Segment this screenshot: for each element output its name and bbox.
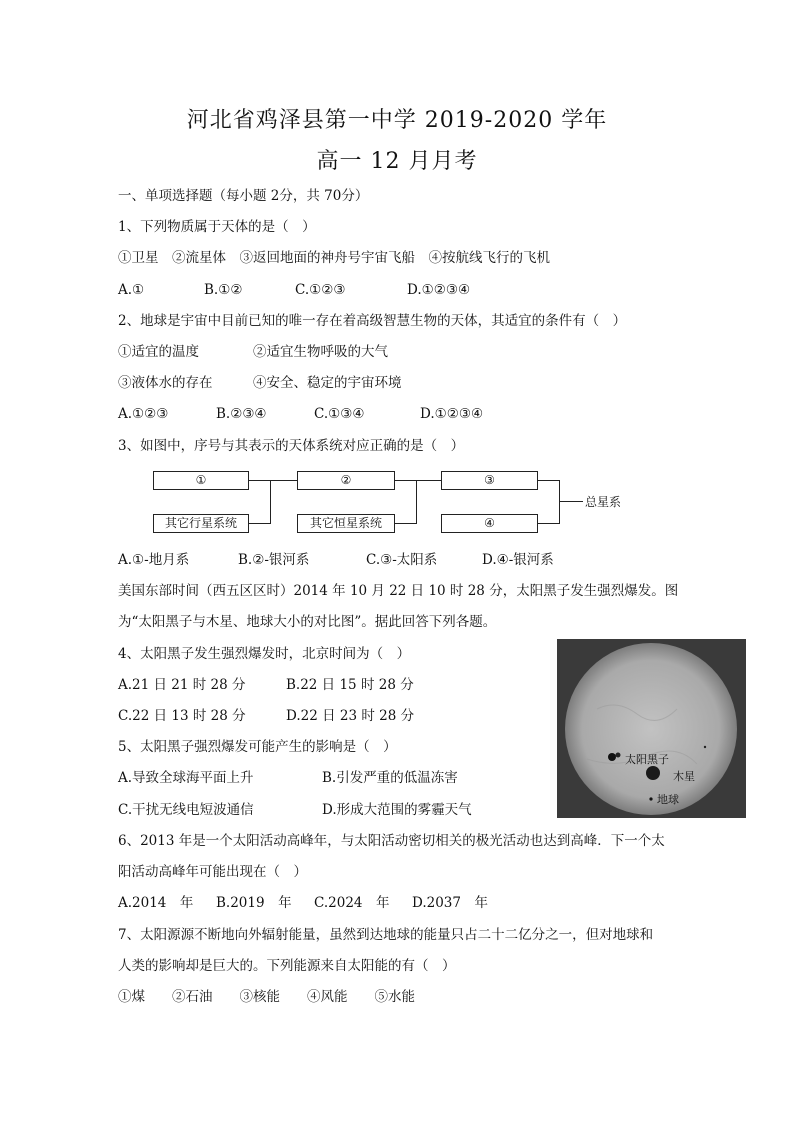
q6-option-b: B.2019 年 [216, 895, 292, 911]
page-title: 河北省鸡泽县第一中学 2019-2020 学年 [186, 108, 608, 133]
connector-line [249, 480, 271, 481]
q7-stem-line-1: 7、太阳源源不断地向外辐射能量，虽然到达地球的能量只占二十二亿分之一，但对地球和 [118, 927, 654, 943]
label-sunspot: 太阳黑子 [625, 753, 669, 766]
diagram-label-total-galaxy: 总星系 [585, 495, 622, 509]
q4-options-row1 [118, 676, 414, 694]
q5-option-c: C.干扰无线电短波通信 [118, 802, 254, 818]
connector-line [270, 480, 297, 481]
q1-option-a: A.① [118, 282, 145, 298]
q6-stem-line-2: 阳活动高峰年可能出现在（ ） [118, 864, 307, 880]
connector-line [395, 523, 417, 524]
q3-option-b: B.②-银河系 [238, 552, 310, 568]
q4-option-a: A.21 日 21 时 28 分 [118, 677, 246, 693]
q2-option-b: B.②③④ [216, 406, 267, 422]
label-earth: 地球 [657, 793, 679, 806]
q2-option-a: A.①②③ [118, 406, 169, 422]
page-subtitle: 高一 12 月月考 [316, 149, 478, 174]
q5-option-b: B.引发严重的低温冻害 [322, 770, 458, 786]
q5-options-row1 [118, 769, 458, 787]
label-jupiter: 木星 [673, 770, 695, 783]
q2-item-4: ④安全、稳定的宇宙环境 [253, 375, 402, 391]
q3-options [118, 551, 554, 569]
q2-option-d: D.①②③④ [420, 406, 484, 422]
q4-option-d: D.22 日 23 时 28 分 [286, 708, 415, 724]
diagram-box-3: ③ [441, 471, 538, 490]
q1-option-b: B.①② [204, 282, 243, 298]
q4-option-c: C.22 日 13 时 28 分 [118, 708, 246, 724]
connector-line [538, 523, 560, 524]
q2-stem: 2、地球是宇宙中目前已知的唯一存在着高级智慧生物的天体，其适宜的条件有（ ） [118, 313, 627, 329]
q3-option-a: A.①-地月系 [118, 552, 190, 568]
connector-line [559, 501, 583, 502]
sun-disk-illustration [557, 639, 746, 818]
diagram-box-2: ② [297, 471, 395, 490]
q1-items: ①卫星 ②流星体 ③返回地面的神舟号宇宙飞船 ④按航线飞行的飞机 [118, 250, 550, 266]
q5-option-d: D.形成大范围的雾霾天气 [322, 802, 472, 818]
q1-option-c: C.①②③ [295, 282, 346, 298]
q3-option-c: C.③-太阳系 [366, 552, 438, 568]
q6-option-c: C.2024 年 [314, 895, 390, 911]
diagram-box-other-stars: 其它恒星系统 [297, 514, 395, 533]
q1-stem: 1、下列物质属于天体的是（ ） [118, 219, 316, 235]
connector-line [270, 480, 271, 524]
q2-options [118, 405, 483, 423]
connector-line [416, 480, 441, 481]
q3-option-d: D.④-银河系 [482, 552, 554, 568]
q5-option-a: A.导致全球海平面上升 [118, 770, 254, 786]
q2-item-2: ②适宜生物呼吸的大气 [253, 344, 388, 360]
connector-line [249, 523, 271, 524]
connector-line [395, 480, 417, 481]
q6-option-d: D.2037 年 [412, 895, 488, 911]
q1-option-d: D.①②③④ [407, 282, 471, 298]
q7-stem-line-2: 人类的影响却是巨大的。下列能源来自太阳能的有（ ） [118, 958, 456, 974]
passage-line-2: 为“太阳黑子与木星、地球大小的对比图”。据此回答下列各题。 [118, 614, 497, 630]
passage-line-1: 美国东部时间（西五区区时）2014 年 10 月 22 日 10 时 28 分，太阳黑子发生强烈爆发。图 [118, 583, 679, 599]
q2-item-3: ③液体水的存在 [118, 375, 213, 391]
q2-item-1: ①适宜的温度 [118, 344, 199, 360]
connector-line [538, 480, 560, 481]
jupiter-mark [646, 766, 660, 780]
q6-stem-line-1: 6、2013 年是一个太阳活动高峰年，与太阳活动密切相关的极光活动也达到高峰．下一个太 [118, 833, 665, 849]
q7-items: ①煤 ②石油 ③核能 ④风能 ⑤水能 [118, 989, 415, 1005]
q4-stem: 4、太阳黑子发生强烈爆发时，北京时间为（ ） [118, 646, 411, 662]
q2-option-c: C.①③④ [314, 406, 365, 422]
diagram-box-other-planets: 其它行星系统 [153, 514, 249, 533]
q6-option-a: A.2014 年 [118, 895, 194, 911]
q3-stem: 3、如图中，序号与其表示的天体系统对应正确的是（ ） [118, 438, 465, 454]
section-heading: 一、单项选择题（每小题 2分，共 70分） [118, 188, 369, 204]
sunspot-comparison-figure [557, 639, 746, 818]
q2-items-row1 [118, 343, 388, 361]
q2-items-row2 [118, 374, 402, 392]
connector-line [416, 480, 417, 524]
earth-mark [649, 797, 652, 800]
q5-options-row2 [118, 801, 472, 819]
q6-options [118, 894, 488, 912]
q4-option-b: B.22 日 15 时 28 分 [286, 677, 414, 693]
diagram-box-4: ④ [441, 514, 538, 533]
q5-stem: 5、太阳黑子强烈爆发可能产生的影响是（ ） [118, 739, 397, 755]
q4-options-row2 [118, 707, 414, 725]
diagram-box-1: ① [153, 471, 249, 490]
sunspot-mark [608, 753, 616, 761]
q1-options [118, 281, 470, 299]
